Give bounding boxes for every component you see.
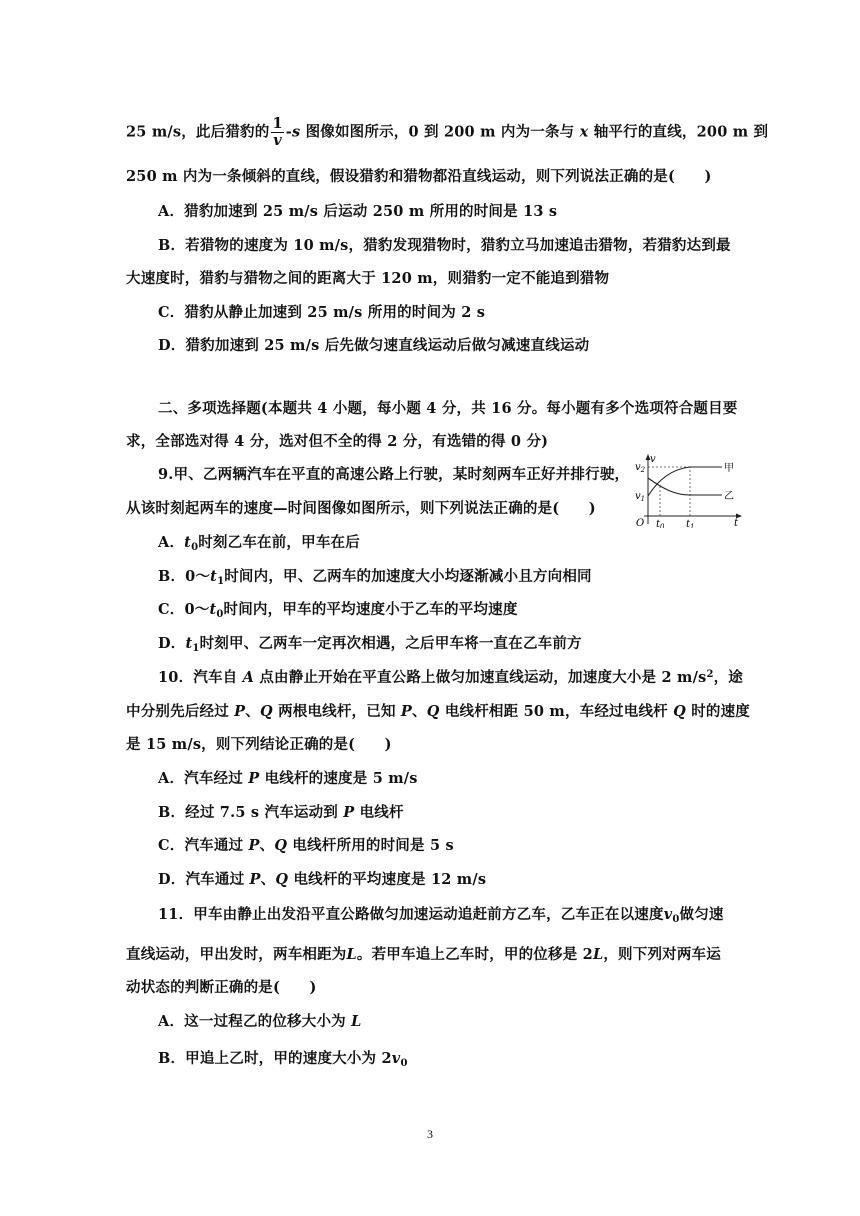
q8-text: 轴平行的直线，200 m 到 bbox=[593, 123, 769, 141]
q10-option-c: C．汽车通过 P、Q 电线杆所用的时间是 5 s bbox=[158, 837, 454, 854]
variable-t: t bbox=[209, 601, 217, 618]
q8-option-b-line2: 大速度时，猎豹与猎物之间的距离大于 120 m，则猎豹一定不能追到猎物 bbox=[126, 270, 610, 287]
curve-yi bbox=[648, 478, 722, 495]
v-axis-label: v bbox=[650, 454, 656, 465]
fraction-numerator: 1 bbox=[272, 115, 283, 132]
variable-l: L bbox=[351, 1013, 362, 1030]
q9-option-c: C．$0\sim t_0$时间内，甲车的平均速度小于乙车的平均速度 bbox=[158, 601, 518, 620]
q9-option-d: D．$t_1$时刻甲、乙两车一定再次相遇，之后甲车将一直在乙车前方 bbox=[158, 635, 582, 654]
t0-label: $t_0$ bbox=[656, 519, 665, 528]
q9-stem-line1: 9.甲、乙两辆汽车在平直的高速公路上行驶，某时刻两车正好并排行驶， bbox=[158, 466, 630, 483]
section2-heading-line1: 二、多项选择题(本题共 4 小题，每小题 4 分，共 16 分。每小题有多个选项符合题目要 bbox=[158, 400, 738, 417]
q8-text: 图像如图所示，0 到 200 m 内为一条与 bbox=[305, 123, 575, 141]
q8-option-d: D．猎豹加速到 25 m/s 后先做匀速直线运动后做匀减速直线运动 bbox=[158, 337, 590, 354]
velocity-time-graph bbox=[632, 452, 744, 528]
q8-option-b-line1: B．若猎物的速度为 10 m/s，猎豹发现猎物时，猎豹立马加速追击猎物，若猎豹达到最 bbox=[158, 237, 731, 254]
label-yi: 乙 bbox=[724, 491, 734, 502]
q11-stem-line1: 11．甲车由静止出发沿平直公路做匀加速运动追赶前方乙车，乙车正在以速度$v_0$做匀速 bbox=[158, 906, 724, 925]
v1-label: $v_1$ bbox=[635, 491, 646, 503]
q8-stem-line2: 250 m 内为一条倾斜的直线，假设猎豹和猎物都沿直线运动，则下列说法正确的是( ) bbox=[126, 168, 712, 185]
q9-option-a: A．$t_0$时刻乙车在前，甲车在后 bbox=[158, 534, 360, 553]
section2-heading-line2: 求，全部选对得 4 分，选对但不全的得 2 分，有选错的得 0 分) bbox=[126, 433, 549, 450]
q8-text: 25 m/s，此后猎豹的 bbox=[126, 123, 270, 141]
variable-l: L bbox=[592, 946, 604, 963]
v2-label: $v_2$ bbox=[635, 462, 646, 474]
origin-label: O bbox=[636, 518, 645, 528]
label-jia: 甲 bbox=[724, 463, 734, 474]
q8-text: - bbox=[285, 123, 292, 141]
q9-stem-line2: 从该时刻起两车的速度—时间图像如图所示，则下列说法正确的是( ) bbox=[126, 500, 596, 517]
q8-stem-line1 bbox=[126, 116, 768, 149]
reciprocal-v-fraction bbox=[271, 116, 283, 149]
q11-stem-line2: 直线运动，甲出发时，两车相距为L。若甲车追上乙车时，甲的位移是 2L，则下列对两车运 bbox=[126, 946, 721, 963]
variable-t: t bbox=[210, 568, 218, 585]
q10-option-a: A．汽车经过 P 电线杆的速度是 5 m/s bbox=[158, 770, 418, 787]
variable-t: t bbox=[184, 534, 192, 551]
variable-l: L bbox=[346, 946, 357, 963]
q10-stem-line3: 是 15 m/s，则下列结论正确的是( ) bbox=[126, 736, 392, 753]
q10-stem-line1: 10．汽车自 A 点由静止开始在平直公路上做匀加速直线运动，加速度大小是 2 $m/s^2$，途 bbox=[158, 669, 744, 686]
point-a: A bbox=[242, 669, 255, 686]
q8-option-a: A．猎豹加速到 25 m/s 后运动 250 m 所用的时间是 13 s bbox=[158, 203, 558, 220]
variable-s: s bbox=[291, 123, 301, 141]
q10-option-d: D．汽车通过 P、Q 电线杆的平均速度是 12 m/s bbox=[158, 871, 487, 888]
curve-jia bbox=[648, 467, 722, 496]
variable-v: v bbox=[391, 1050, 401, 1067]
q8-option-c: C．猎豹从静止加速到 25 m/s 所用的时间为 2 s bbox=[158, 304, 486, 321]
q11-option-b: B．甲追上乙时，甲的速度大小为 $2v_0$ bbox=[158, 1050, 408, 1069]
t1-label: $t_1$ bbox=[686, 519, 695, 528]
variable-t: t bbox=[185, 635, 193, 652]
q9-option-b: B．$0\sim t_1$时间内，甲、乙两车的加速度大小均逐渐减小且方向相同 bbox=[158, 568, 592, 587]
fraction-denominator: v bbox=[273, 132, 282, 149]
t-axis-label: t bbox=[734, 518, 739, 528]
q10-option-b: B．经过 7.5 s 汽车运动到 P 电线杆 bbox=[158, 804, 404, 821]
page-number: 3 bbox=[427, 1127, 433, 1141]
q11-option-a: A．这一过程乙的位移大小为 L bbox=[158, 1013, 362, 1030]
variable-v: v bbox=[663, 906, 673, 923]
q11-stem-line3: 动状态的判断正确的是( ) bbox=[126, 979, 317, 996]
q10-stem-line2: 中分别先后经过 P、Q 两根电线杆，已知 P、Q 电线杆相距 50 m，车经过电线杆 Q 时的速度 bbox=[126, 703, 751, 720]
variable-x: x bbox=[579, 123, 589, 141]
